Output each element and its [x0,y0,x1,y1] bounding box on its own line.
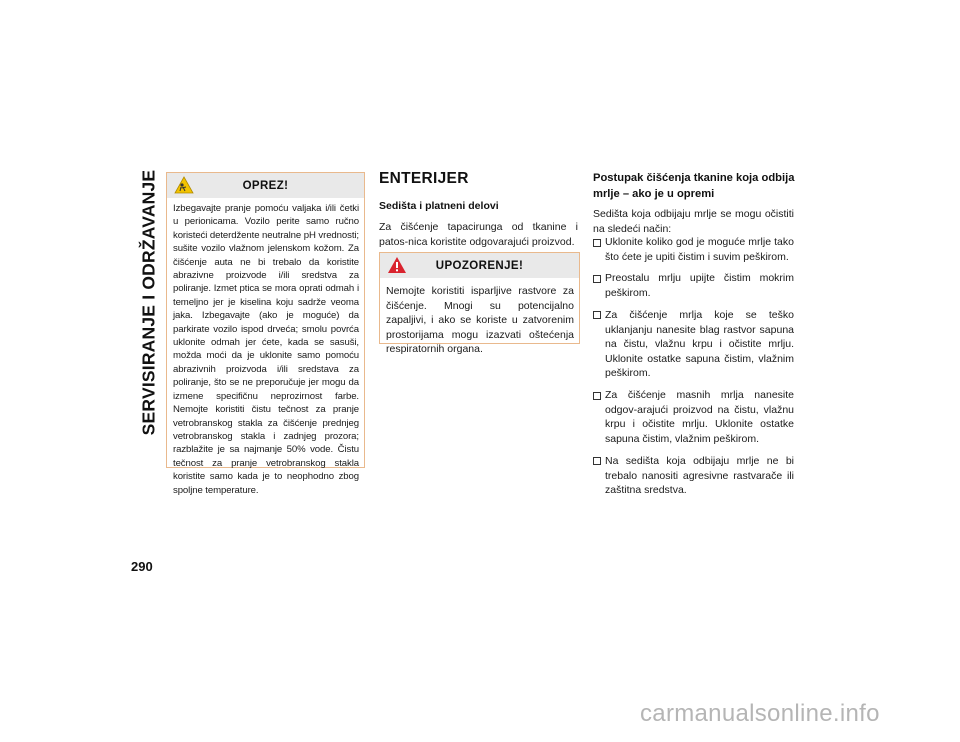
warning-icon [387,256,407,274]
warning-header [380,253,579,278]
subsection-heading: Sedišta i platneni delovi [379,200,499,212]
checkbox-bullet-icon [593,392,601,400]
warning-box [379,252,580,356]
watermark: carmanualsonline.info [640,700,880,727]
checkbox-bullet-icon [593,311,601,319]
list-item-text: Na sedišta koja odbijaju mrlje ne bi trebalo nanositi agresivne rastvarače ili zaštitna sredstva. [605,454,794,497]
stain-heading: Postupak čišćenja tkanine koja odbija mrlje – ako je u opremi [593,172,795,200]
list-item [593,454,794,498]
chapter-title [129,170,169,434]
checkbox-bullet-icon [593,239,601,247]
chapter-title-text: SERVISIRANJE I ODRŽAVANJE [138,169,159,435]
caution-icon [174,176,194,194]
checkbox-bullet-icon [593,457,601,465]
list-item-text: Preostalu mrlju upijte čistim mokrim peškirom. [605,272,794,300]
list-item [593,388,794,446]
list-item [593,271,794,300]
warning-title: UPOZORENJE! [435,259,524,272]
caution-text: Izbegavajte pranje pomoću valjaka i/ili četki u perionicama. Vozilo perite samo ručno koristeći deterdžente neutralne pH vrednosti; sušite vozilo vlažnom jelenskom kožom. Za čišćenje auta ne bi trebalo da koristite abrazivne proizvode i/ili sredstva za poliranje. Izmet ptica se mora oprati odmah i temeljno jer je kiselina koju sadrže veoma jaka. Izbegavajte (ako je moguće) da parkirate vozilo ispod drveća; smolu povrća uklonite odmah jer ćete, kada se sasuši, možda moći da je uklonite samo pomoću abrazivnih proizvoda i/ili sredstava za poliranje, što se ne preporučuje jer mogu da izmene specifičnu neprozirnost farbe. Nemojte koristiti čistu tečnost za pranje vetrobranskog stakla za čišćenje prednjeg vetrobranskog stakla i zadnjeg prozora; razblažite je sa najmanje 50% vode. Čistu tečnost za pranje vetrobranskog stakla koristite samo kada je to neophodno zbog spoljne temperature. [173,203,359,496]
caution-header [167,173,364,198]
caution-box [166,172,365,496]
interior-paragraph: Za čišćenje tapacirunga od tkanine i patos-nica koristite odgovarajući proizvod. [379,221,578,248]
checkbox-bullet-icon [593,275,601,283]
list-item [593,308,794,381]
warning-text: Nemojte koristiti isparljive rastvore za čišćenje. Mnogi su potencijalno zapaljivi, i ako se koriste u zatvorenim prostorijama mogu izazvati oštećenja respiratornih organa. [386,285,574,356]
stain-intro: Sedišta koja odbijaju mrlje se mogu očistiti na sledeći način: [593,208,794,235]
list-item-text: Za čišćenje mrlja koje se teško uklanjanju nanesite blag rastvor sapuna na čistu, vlažnu krpu i očistite mrlju. Uklonite ostatke sapuna čistim, vlažnim peškirom. [605,308,794,380]
stain-steps-list [593,235,794,505]
list-item [593,235,794,264]
section-title: ENTERIJER [379,170,469,187]
caution-title: OPREZ! [242,179,289,192]
list-item-text: Uklonite koliko god je moguće mrlje tako što ćete je upiti čistim i suvim peškirom. [605,236,794,263]
page-number: 290 [131,559,153,574]
list-item-text: Za čišćenje masnih mrlja nanesite odgov-arajući proizvod na čistu, vlažnu krpu i očistite mrlju. Uklonite ostatke sapuna čistim, vlažnim peškirom. [605,389,794,446]
